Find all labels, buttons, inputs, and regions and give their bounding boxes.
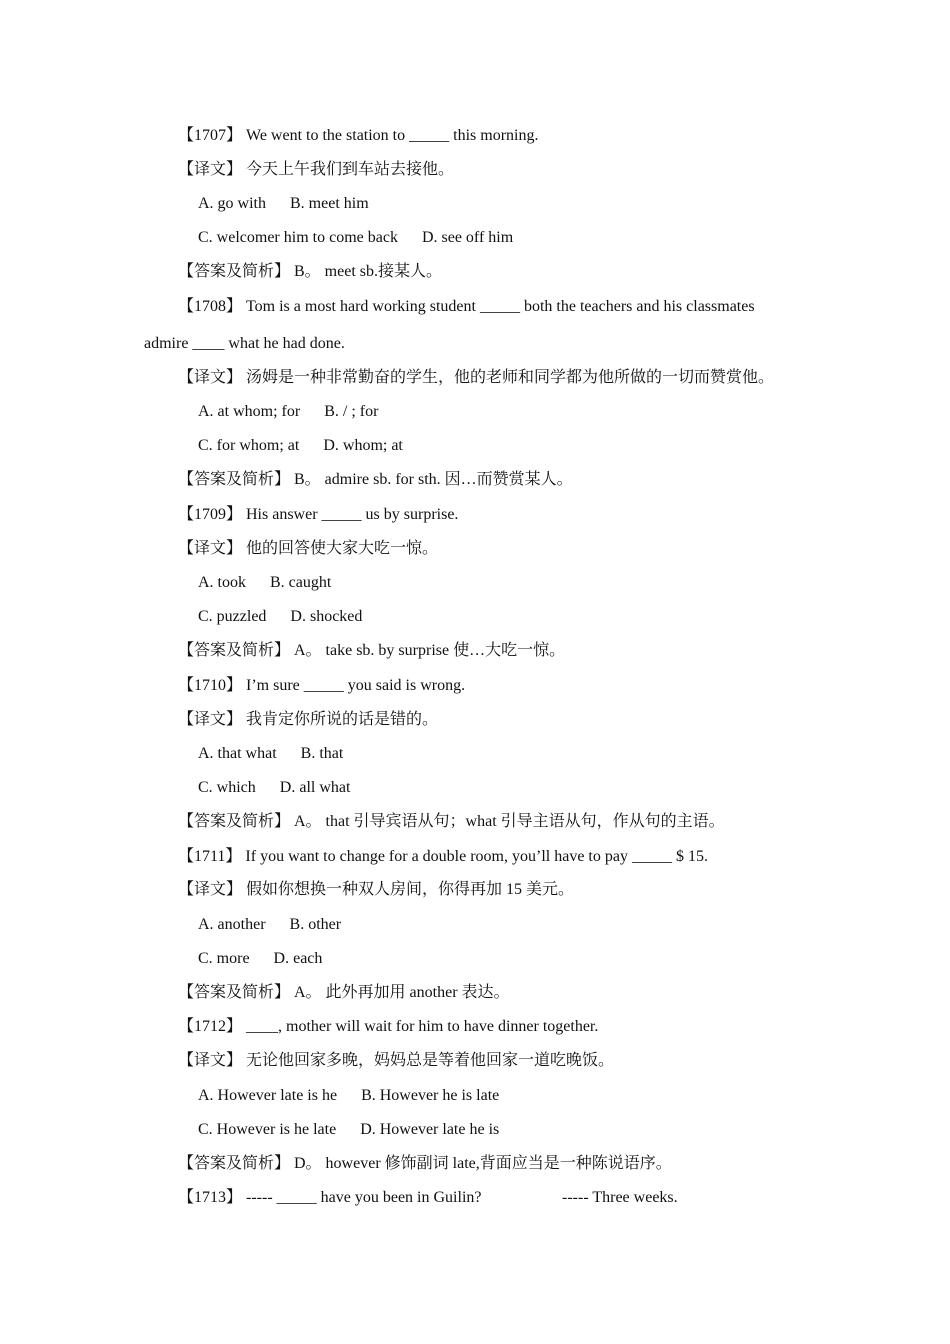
- options-1709-row1: [198, 573, 331, 593]
- option-d: D. see off him: [421, 229, 514, 246]
- option-a: A. at whom; for: [198, 403, 301, 420]
- options-1710-row1: [198, 744, 343, 764]
- question-1708-continued: admire ____ what he had done.: [144, 335, 345, 352]
- option-d: D. whom; at: [323, 437, 403, 454]
- options-1708-row1: [198, 402, 378, 422]
- question-1710: 【1710】 I’m sure _____ you said is wrong.: [178, 677, 466, 694]
- option-b: B. caught: [270, 574, 332, 591]
- answer-1708: 【答案及简析】 B。 admire sb. for sth. 因…而赞赏某人。: [178, 471, 573, 488]
- question-1712: 【1712】 ____, mother will wait for him to have dinner together.: [178, 1018, 599, 1035]
- question-1711: 【1711】 If you want to change for a double room, you’ll have to pay _____ $ 15.: [178, 848, 708, 865]
- options-1712-row2: [198, 1120, 499, 1140]
- translation-1708: 【译文】 汤姆是一种非常勤奋的学生，他的老师和同学都为他所做的一切而赞赏他。: [178, 369, 775, 386]
- translation-1711: 【译文】 假如你想换一种双人房间，你得再加 15 美元。: [178, 881, 575, 898]
- options-1710-row2: [198, 778, 350, 798]
- options-1711-row2: [198, 949, 322, 969]
- answer-1711: 【答案及简析】 A。 此外再加用 another 表达。: [178, 984, 510, 1001]
- option-c: C. However is he late: [198, 1121, 337, 1138]
- option-a: A. that what: [198, 745, 277, 762]
- option-a: A. another: [198, 916, 266, 933]
- option-c: C. welcomer him to come back: [198, 229, 398, 246]
- option-c: C. which: [198, 779, 256, 796]
- question-1713-reply: ----- Three weeks.: [562, 1189, 678, 1206]
- option-c: C. for whom; at: [198, 437, 300, 454]
- option-c: C. puzzled: [198, 608, 267, 625]
- question-1709: 【1709】 His answer _____ us by surprise.: [178, 506, 459, 523]
- translation-1710: 【译文】 我肯定你所说的话是错的。: [178, 711, 439, 728]
- option-a: A. took: [198, 574, 246, 591]
- options-1711-row1: [198, 915, 341, 935]
- options-1707-row2: [198, 228, 513, 248]
- option-d: D. each: [273, 950, 323, 967]
- question-1707: 【1707】 We went to the station to _____ this morning.: [178, 127, 539, 144]
- option-b: B. that: [300, 745, 344, 762]
- option-a: A. go with: [198, 195, 266, 212]
- options-1712-row1: [198, 1086, 499, 1106]
- options-1709-row2: [198, 607, 362, 627]
- question-1708: 【1708】 Tom is a most hard working student _____ both the teachers and his classmates: [178, 298, 755, 315]
- option-c: C. more: [198, 950, 250, 967]
- question-1713: 【1713】 ----- _____ have you been in Guilin?: [178, 1189, 482, 1206]
- option-b: B. meet him: [290, 195, 369, 212]
- answer-1709: 【答案及简析】 A。 take sb. by surprise 使…大吃一惊。: [178, 642, 566, 659]
- option-b: B. However he is late: [361, 1087, 500, 1104]
- translation-1707: 【译文】 今天上午我们到车站去接他。: [178, 161, 455, 178]
- option-d: D. However late he is: [360, 1121, 500, 1138]
- answer-1712: 【答案及简析】 D。 however 修饰副词 late,背面应当是一种陈说语序。: [178, 1155, 672, 1172]
- option-d: D. all what: [279, 779, 351, 796]
- option-a: A. However late is he: [198, 1087, 338, 1104]
- option-b: B. other: [289, 916, 342, 933]
- options-1707-row1: [198, 194, 369, 214]
- answer-1707: 【答案及简析】 B。 meet sb.接某人。: [178, 263, 442, 280]
- translation-1709: 【译文】 他的回答使大家大吃一惊。: [178, 540, 439, 557]
- options-1708-row2: [198, 436, 403, 456]
- option-b: B. / ; for: [324, 403, 379, 420]
- translation-1712: 【译文】 无论他回家多晚，妈妈总是等着他回家一道吃晚饭。: [178, 1052, 615, 1069]
- option-d: D. shocked: [290, 608, 363, 625]
- answer-1710: 【答案及简析】 A。 that 引导宾语从句；what 引导主语从句，作从句的主语。: [178, 813, 725, 830]
